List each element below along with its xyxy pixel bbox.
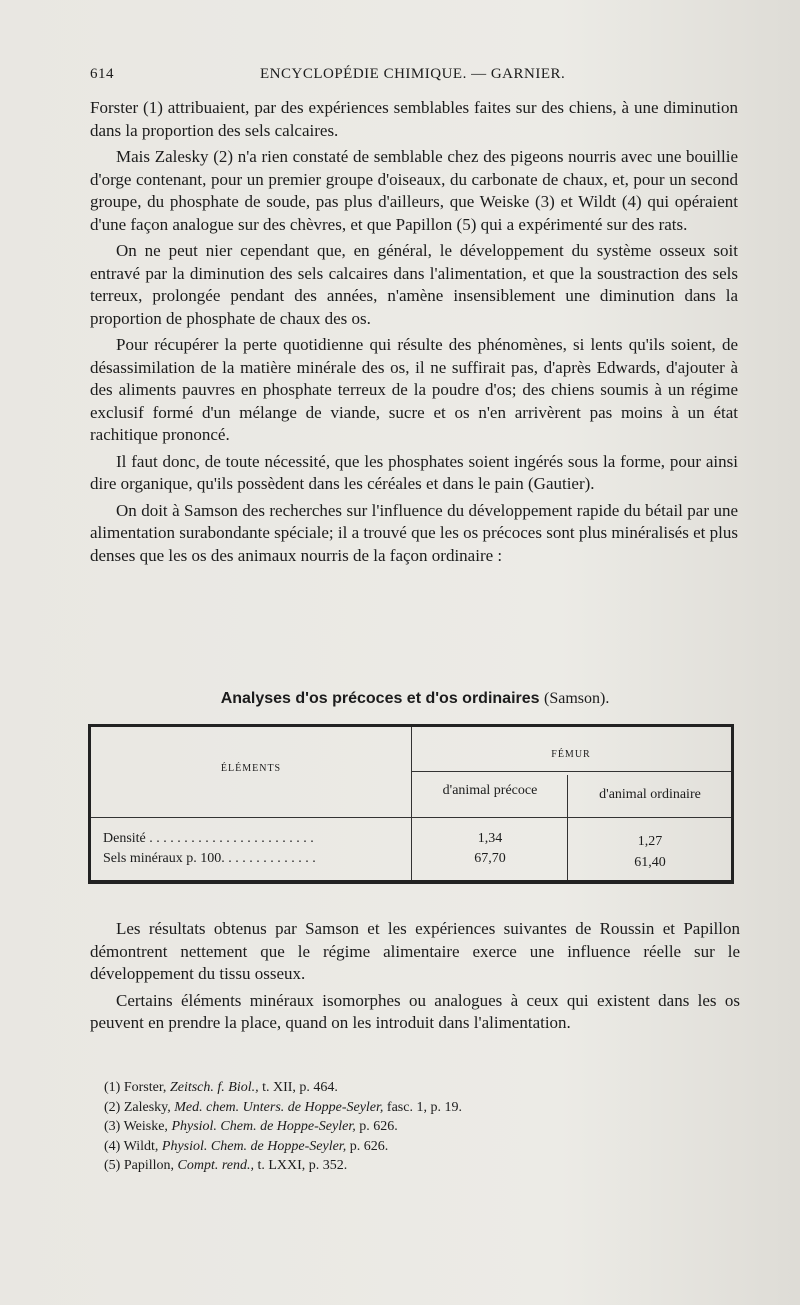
footnote-author: Wildt, xyxy=(123,1138,159,1154)
cell-densite-ordinaire: 1,27 xyxy=(637,834,663,849)
analysis-table xyxy=(88,724,734,884)
footnote-number: (1) xyxy=(104,1080,121,1095)
footnote-work: Physiol. Chem. de Hoppe-Seyler, xyxy=(161,1138,347,1154)
page-number: 614 xyxy=(90,66,114,82)
running-title: ENCYCLOPÉDIE CHIMIQUE. — GARNIER. xyxy=(260,66,566,82)
footnote-author: Forster, xyxy=(123,1080,167,1095)
footnote-work: Compt. rend., xyxy=(177,1158,254,1173)
footnote-reference: t. XII, p. 464. xyxy=(262,1080,338,1095)
cell-densite-precoce: 1,34 xyxy=(477,831,503,846)
concluding-text xyxy=(90,918,740,1039)
cell-sels-ordinaire: 61,40 xyxy=(634,855,666,870)
footnotes xyxy=(104,1078,664,1176)
footnote-reference: fasc. 1, p. 19. xyxy=(386,1099,462,1115)
row-label-densite: Densité . . . . . . . . . . . . . . . . . . . . . . . . xyxy=(103,831,314,846)
footnote-reference: p. 626. xyxy=(349,1138,389,1154)
row-label-sels: Sels minéraux p. 100. . . . . . . . . . . . . . xyxy=(103,851,316,866)
footnote-reference: t. LXXI, p. 352. xyxy=(257,1158,348,1173)
footnote-number: (3) xyxy=(104,1119,121,1134)
table-title xyxy=(90,690,740,708)
footnote-number: (5) xyxy=(104,1158,121,1173)
paragraph-6: On doit à Samson des recherches sur l'influence du développement rapide du bétail par une alimentation surabondante spéciale; il a trouvé que les os précoces sont plus minéralisés et plus denses que les os des animaux nourris de la façon ordinaire : xyxy=(90,500,738,565)
paragraph-4: Pour récupérer la perte quotidienne qui résulte des phénomènes, si lents qu'ils soient, de désassimilation de la matière minérale des os, il ne suffirait pas, d'après Edwards, d'ajouter à des aliments pauvres en phosphate terreux de la poudre d'os; des chiens soumis à un régime exclusif formé d'un mélange de viande, sucre et os n'en arrivèrent pas moins à un état rachitique prononcé. xyxy=(90,335,738,444)
table-group-rule xyxy=(411,771,731,772)
header-ordinaire: d'animal ordinaire xyxy=(599,787,701,802)
table-title-source: (Samson). xyxy=(543,690,610,707)
footnote xyxy=(104,1156,664,1176)
table-title-main: Analyses d'os précoces et d'os ordinaires xyxy=(220,690,540,707)
footnote xyxy=(104,1098,664,1118)
footnote-author: Papillon, xyxy=(123,1158,174,1173)
footnote-author: Weiske, xyxy=(123,1119,168,1134)
footnote-number: (2) xyxy=(104,1099,121,1115)
footnote-work: Zeitsch. f. Biol., xyxy=(169,1080,259,1095)
cell-sels-precoce: 67,70 xyxy=(474,851,506,866)
footnote-author: Zalesky, xyxy=(123,1099,171,1115)
header-elements: ÉLÉMENTS xyxy=(220,763,282,774)
paragraph-1: Forster (1) attribuaient, par des expériences semblables faites sur des chiens, à une diminution dans la proportion des sels calcaires. xyxy=(90,98,738,140)
footnote xyxy=(104,1117,664,1137)
footnote-number: (4) xyxy=(104,1138,121,1154)
footnote xyxy=(104,1137,664,1157)
paragraph-2: Mais Zalesky (2) n'a rien constaté de semblable chez des pigeons nourris avec une bouillie d'orge contenant, pour un premier groupe d'oiseaux, du carbonate de chaux, et, pour un second groupe, du phosphate de soude, pas plus d'ailleurs, que Weiske (3) et Wildt (4) qui opéraient d'une façon analogue sur des chèvres, et que Papillon (5) qui a expérimenté sur des rats. xyxy=(90,147,738,234)
footnote-reference: p. 626. xyxy=(359,1119,398,1134)
paragraph-8: Certains éléments minéraux isomorphes ou analogues à ceux qui existent dans les os peuvent en prendre la place, quand on les introduit dans l'alimentation. xyxy=(90,990,740,1032)
paragraph-7: Les résultats obtenus par Samson et les expériences suivantes de Roussin et Papillon démontrent nettement que le régime alimentaire exerce une influence réelle sur le développement du tissu osseux. xyxy=(90,919,740,983)
header-precoce: d'animal précoce xyxy=(442,783,538,798)
header-femur: FÉMUR xyxy=(551,749,591,760)
body-text xyxy=(90,97,738,571)
footnote-work: Med. chem. Unters. de Hoppe-Seyler, xyxy=(174,1099,384,1115)
table-divider-2 xyxy=(567,775,568,880)
footnote-work: Physiol. Chem. de Hoppe-Seyler, xyxy=(171,1119,356,1134)
page-header xyxy=(90,66,740,90)
paragraph-5: Il faut donc, de toute nécessité, que les phosphates soient ingérés sous la forme, pour ainsi dire organique, qu'ils possèdent dans les céréales et dans le pain (Gautier). xyxy=(90,451,738,493)
footnote xyxy=(104,1078,664,1098)
paragraph-3: On ne peut nier cependant que, en général, le développement du système osseux soit entravé par la diminution des sels calcaires dans l'alimentation, et que la soustraction des sels terreux, prolongée pendant des années, n'amène insensiblement une diminution dans la proportion de phosphate de chaux des os. xyxy=(90,241,738,328)
table-header-rule xyxy=(91,817,731,818)
